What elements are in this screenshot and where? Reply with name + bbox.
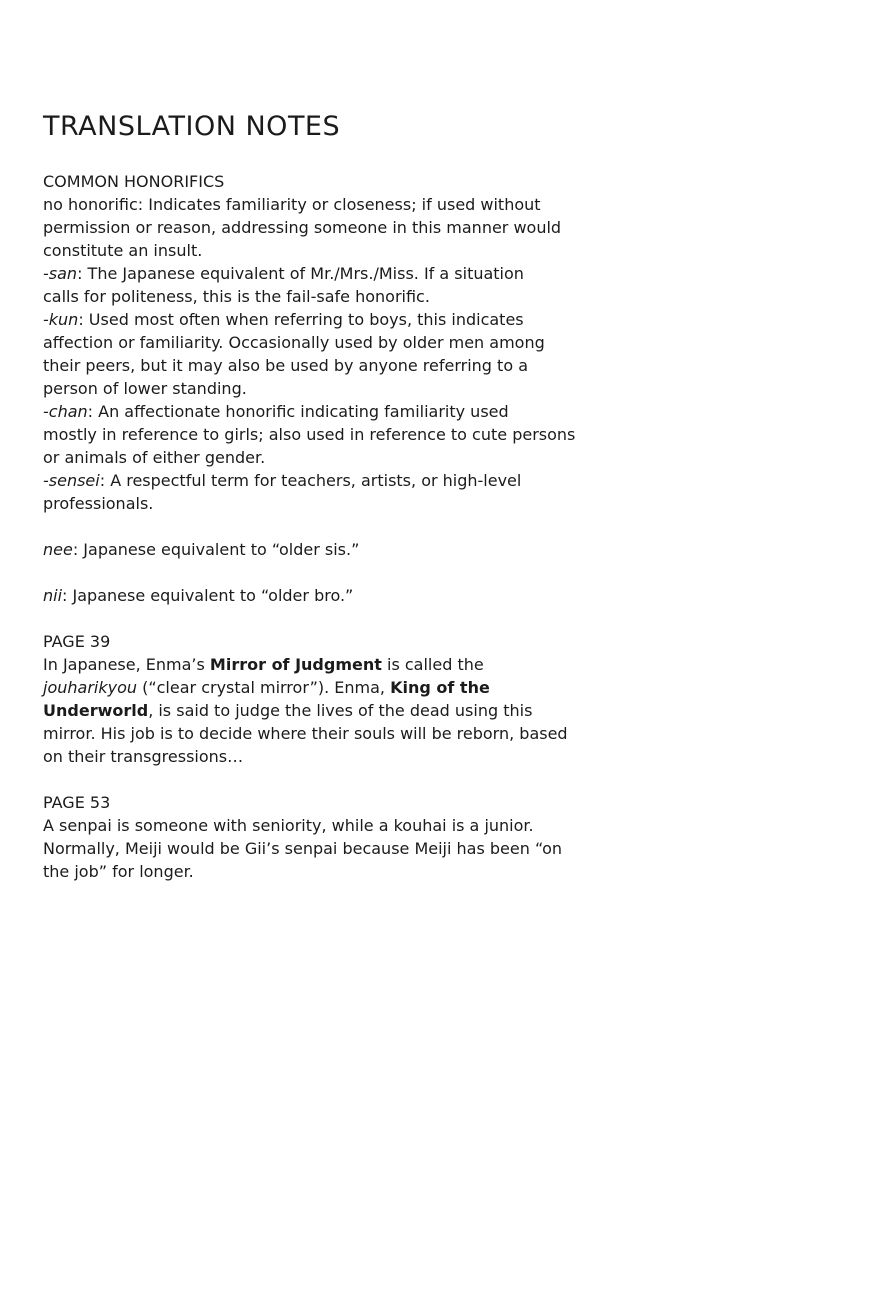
nee-term: nee: [43, 540, 73, 559]
page39-line-3: Underworld, is said to judge the lives of the dead using this: [43, 701, 533, 720]
translation-notes-page: [43, 108, 576, 883]
kun-line-1: -kun: Used most often when referring to boys, this indicates: [43, 310, 524, 329]
underworld-bold: Underworld: [43, 701, 149, 720]
no-honorific-line-3: constitute an insult.: [43, 241, 203, 260]
page53-line-2: Normally, Meiji would be Gii’s senpai because Meiji has been “on: [43, 839, 563, 858]
chan-line-3: or animals of either gender.: [43, 448, 266, 467]
page39-heading: PAGE 39: [43, 632, 111, 651]
page39-line-2: jouharikyou (“clear crystal mirror”). Enma, King of the: [43, 678, 490, 697]
no-honorific-term: no honorific: [43, 195, 138, 214]
honorifics-heading: COMMON HONORIFICS: [43, 172, 225, 191]
chan-line-2: mostly in reference to girls; also used in reference to cute persons: [43, 425, 576, 444]
san-line-2: calls for politeness, this is the fail-safe honorific.: [43, 287, 430, 306]
page53-line-1: A senpai is someone with seniority, while a kouhai is a junior.: [43, 816, 534, 835]
king-of-the-bold: King of the: [390, 678, 490, 697]
kun-line-2: affection or familiarity. Occasionally used by older men among: [43, 333, 545, 352]
san-term: -san: [43, 264, 78, 283]
sensei-term: -sensei: [43, 471, 100, 490]
page39-line-1: In Japanese, Enma’s Mirror of Judgment is called the: [43, 655, 484, 674]
spacer: [43, 768, 563, 791]
san-line-1: -san: The Japanese equivalent of Mr./Mrs./Miss. If a situation: [43, 264, 524, 283]
nii-line: nii: Japanese equivalent to “older bro.”: [43, 586, 354, 605]
nee-line: nee: Japanese equivalent to “older sis.”: [43, 540, 360, 559]
page53-line-3: the job” for longer.: [43, 862, 194, 881]
sensei-line-2: professionals.: [43, 494, 154, 513]
spacer: [43, 561, 563, 584]
page-title: TRANSLATION NOTES: [43, 111, 341, 142]
sensei-line-1: -sensei: A respectful term for teachers, artists, or high-level: [43, 471, 522, 490]
mirror-of-judgment-bold: Mirror of Judgment: [209, 655, 382, 674]
chan-term: -chan: [43, 402, 88, 421]
no-honorific-line-1: no honorific: Indicates familiarity or closeness; if used without: [43, 195, 541, 214]
page39-line-5: on their transgressions…: [43, 747, 244, 766]
kun-line-3: their peers, but it may also be used by anyone referring to a: [43, 356, 528, 375]
jouharikyou-term: jouharikyou: [43, 678, 138, 697]
spacer: [43, 515, 563, 538]
chan-line-1: -chan: An affectionate honorific indicating familiarity used: [43, 402, 509, 421]
page53-heading: PAGE 53: [43, 793, 111, 812]
honorifics-section: [43, 170, 576, 883]
page39-line-4: mirror. His job is to decide where their souls will be reborn, based: [43, 724, 568, 743]
no-honorific-line-2: permission or reason, addressing someone in this manner would: [43, 218, 562, 237]
spacer: [43, 607, 563, 630]
kun-term: -kun: [43, 310, 79, 329]
nii-term: nii: [43, 586, 63, 605]
kun-line-4: person of lower standing.: [43, 379, 247, 398]
